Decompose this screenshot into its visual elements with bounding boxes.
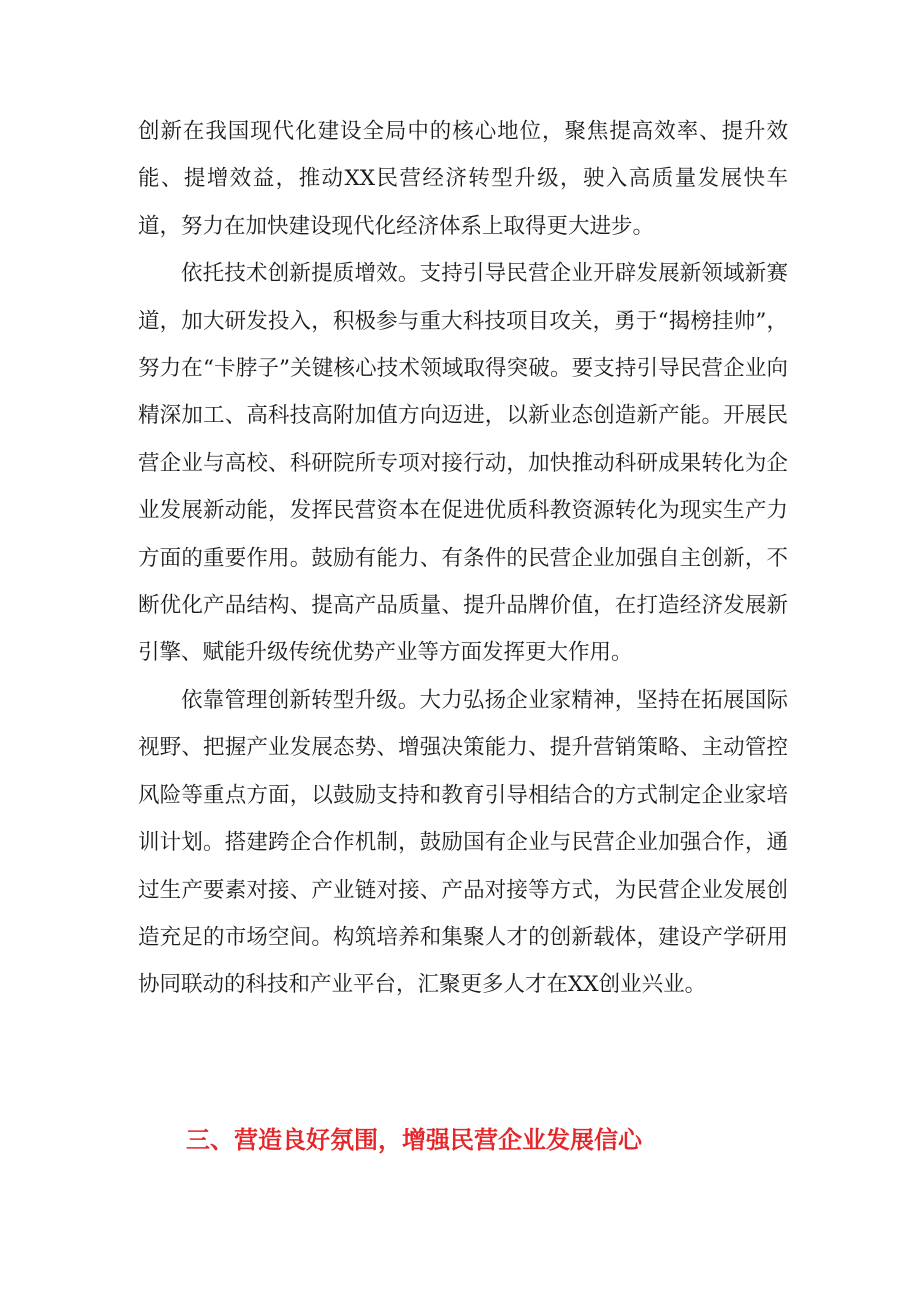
document-body bbox=[138, 108, 788, 1009]
paragraph-technology-innovation: 依托技术创新提质增效。支持引导民营企业开辟发展新领域新赛道，加大研发投入，积极参与重大科技项目攻关，勇于“揭榜挂帅”，努力在“卡脖子”关键核心技术领域取得突破。要支持引导民营企业向精深加工、高科技高附加值方向迈进，以新业态创造新产能。开展民营企业与高校、科研院所专项对接行动，加快推动科研成果转化为企业发展新动能，发挥民营资本在促进优质科教资源转化为现实生产力方面的重要作用。鼓励有能力、有条件的民营企业加强自主创新，不断优化产品结构、提高产品质量、提升品牌价值，在打造经济发展新引擎、赋能升级传统优势产业等方面发挥更大作用。 bbox=[138, 261, 788, 666]
section-heading: 三、营造良好氛围，增强民营企业发展信心 bbox=[186, 1126, 642, 1154]
paragraph-continuation: 创新在我国现代化建设全局中的核心地位，聚焦提高效率、提升效能、提增效益，推动XX民营经济转型升级，驶入高质量发展快车道，努力在加快建设现代化经济体系上取得更大进步。 bbox=[138, 119, 788, 239]
paragraph-management-innovation: 依靠管理创新转型升级。大力弘扬企业家精神，坚持在拓展国际视野、把握产业发展态势、增强决策能力、提升营销策略、主动管控风险等重点方面，以鼓励支持和教育引导相结合的方式制定企业家培训计划。搭建跨企合作机制，鼓励国有企业与民营企业加强合作，通过生产要素对接、产业链对接、产品对接等方式，为民营企业发展创造充足的市场空间。构筑培养和集聚人才的创新载体，建设产学研用协同联动的科技和产业平台，汇聚更多人才在XX创业兴业。 bbox=[138, 687, 788, 998]
